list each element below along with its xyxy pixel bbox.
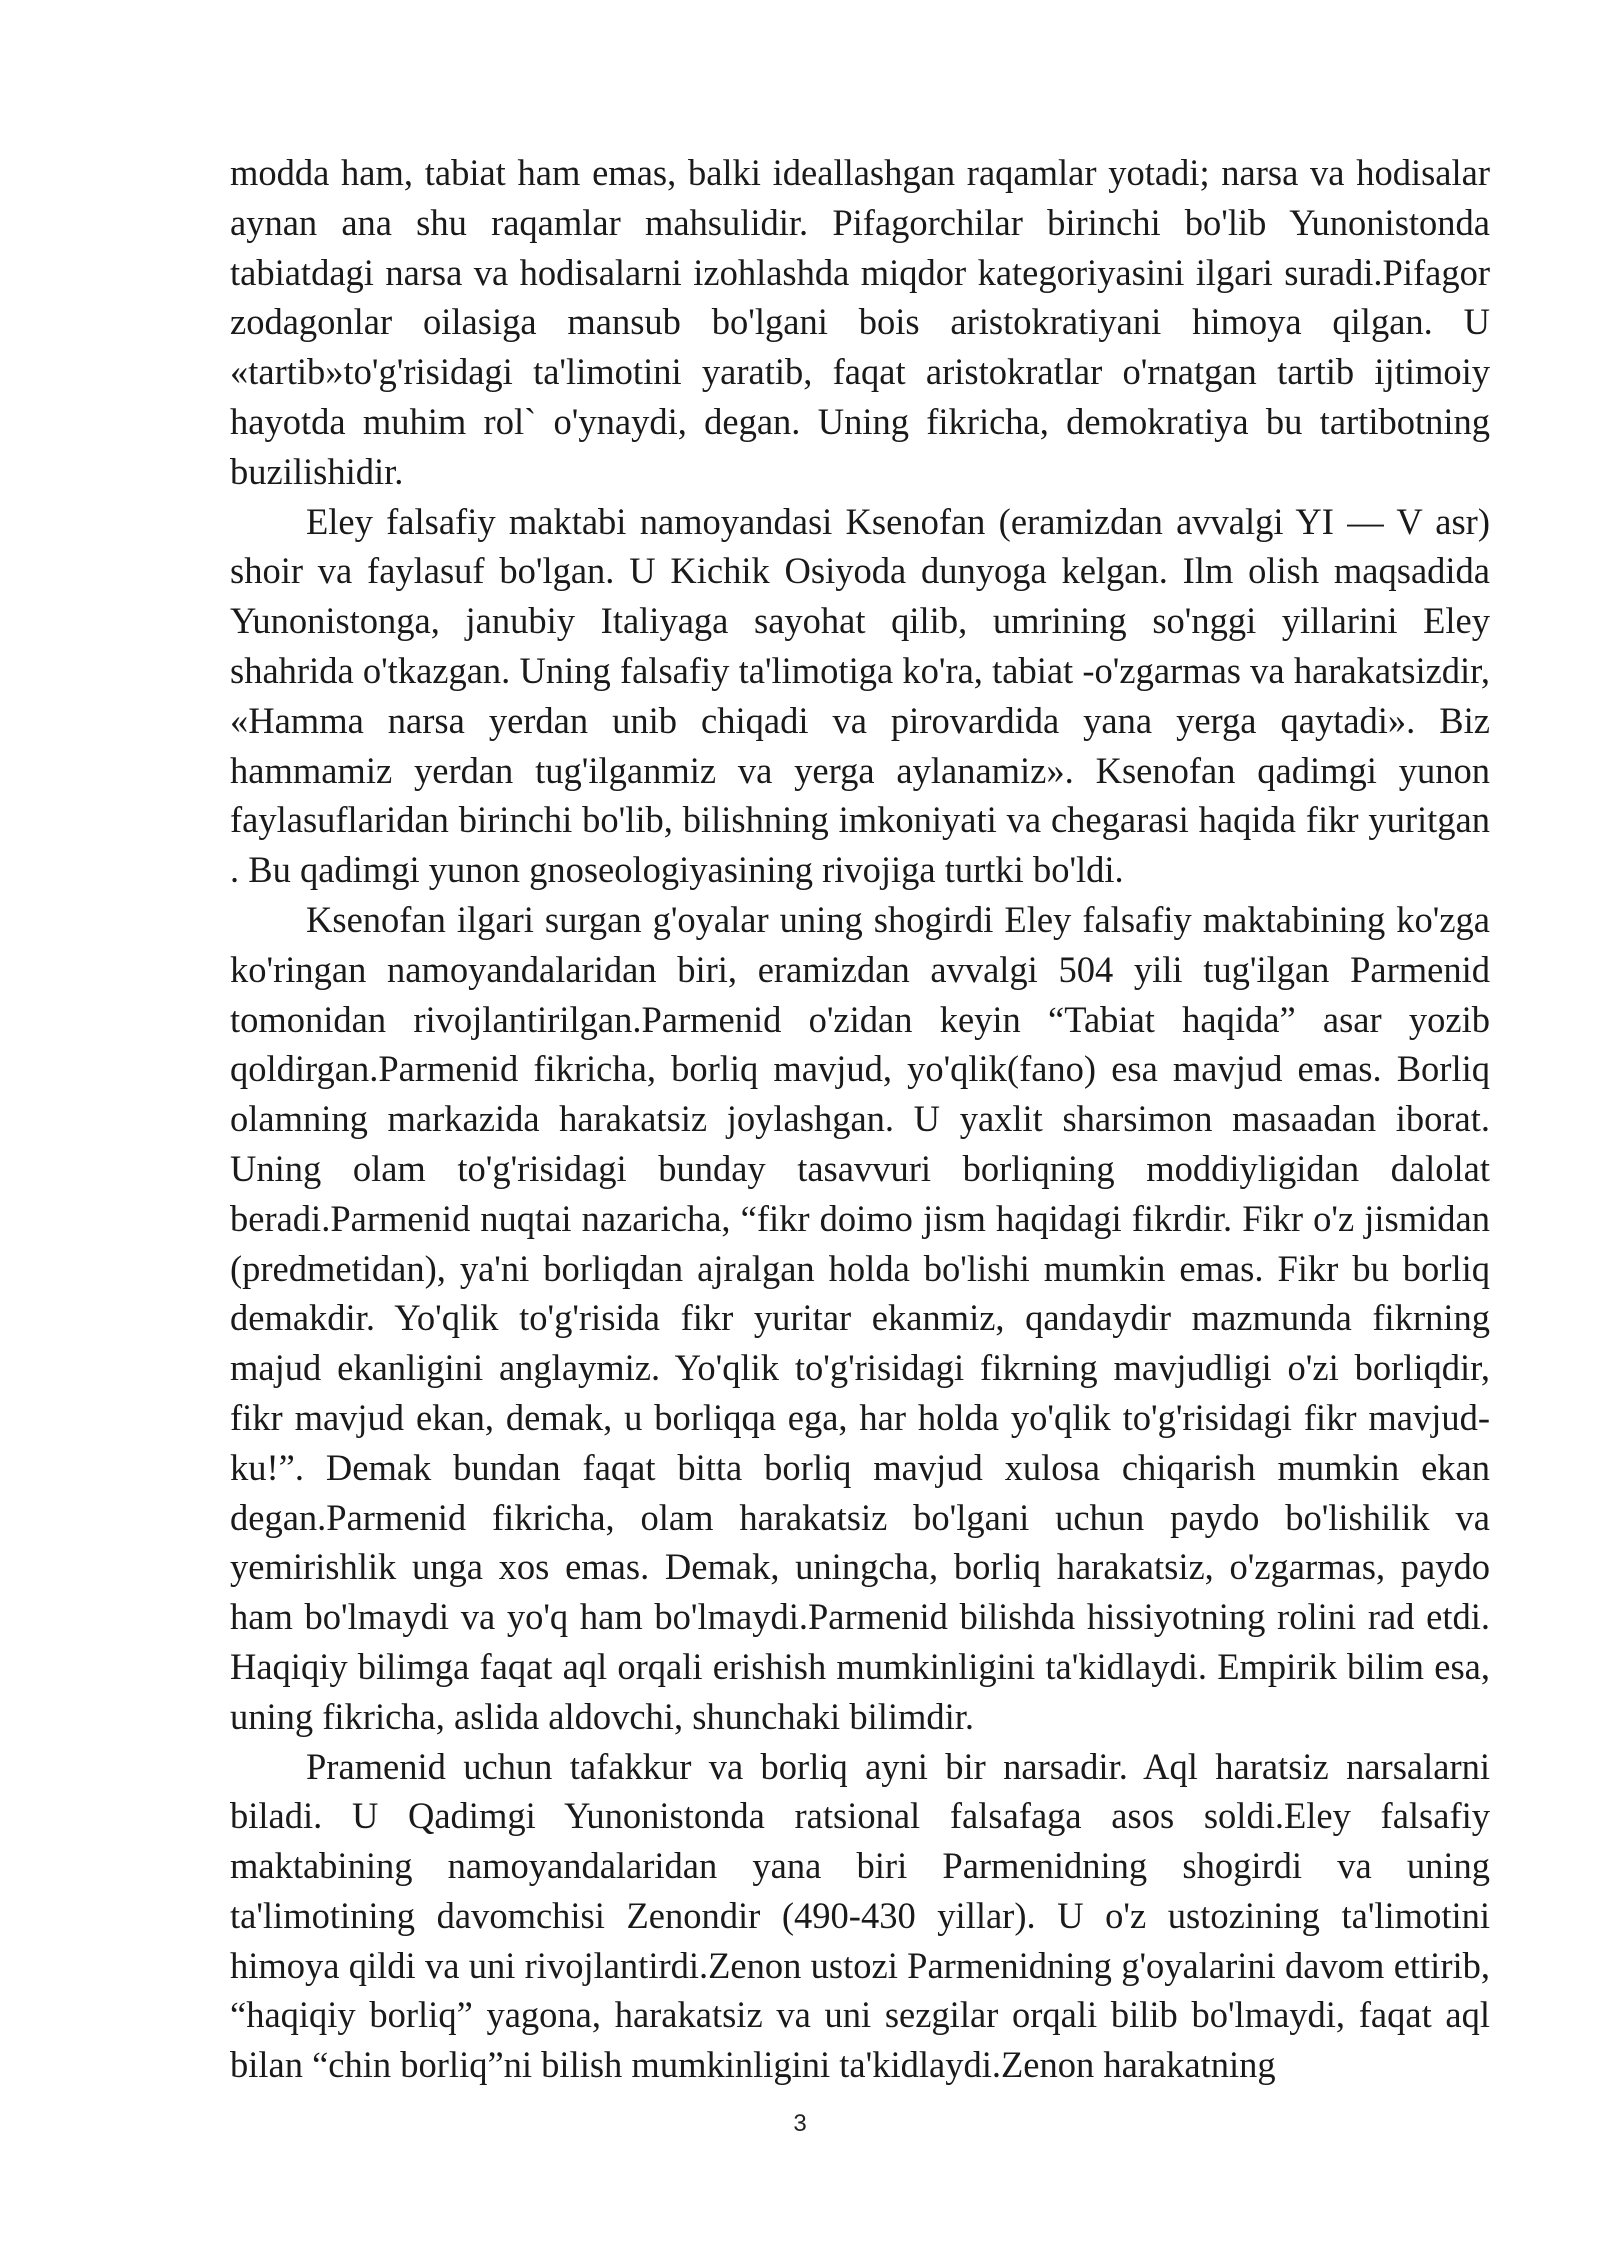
paragraph-2: Eley falsafiy maktabi namoyandasi Ksenofan (eramizdan avvalgi YI — V asr) shoir va faylasuf bo'lgan. U Kichik Osiyoda dunyoga kelgan. Ilm olish maqsadida Yunonistonga, janubiy Italiyaga sayohat qilib, umrining so'nggi yillarini Eley shahrida o'tkazgan. Uning falsafiy ta'limotiga ko'ra, tabiat -o'zgarmas va harakatsizdir, «Hamma narsa yerdan unib chiqadi va pirovardida yana yerga qaytadi». Biz hammamiz yerdan tug'ilganmiz va yerga aylanamiz». Ksenofan qadimgi yunon faylasuflaridan birinchi bo'lib, bilishning imkoniyati va chegarasi haqida fikr yuritgan . Bu qadimgi yunon gnoseologiyasining rivojiga turtki bo'ldi.: [230, 500, 1490, 891]
document-body: [230, 148, 1490, 2090]
paragraph-4: Pramenid uchun tafakkur va borliq ayni bir narsadir. Aql haratsiz narsalarni biladi. U Qadimgi Yunonistonda ratsional falsafaga asos soldi.Eley falsafiy maktabining namoyandalaridan yana biri Parmenidning shogirdi va uning ta'limotining davomchisi Zenondir (490-430 yillar). U o'z ustozining ta'limotini himoya qildi va uni rivojlantirdi.Zenon ustozi Parmenidning g'oyalarini davom ettirib, “haqiqiy borliq” yagona, harakatsiz va uni sezgilar orqali bilib bo'lmaydi, faqat aql bilan “chin borliq”ni bilish mumkinligini ta'kidlaydi.Zenon harakatning: [230, 1745, 1490, 2086]
page-number: 3: [793, 2110, 807, 2137]
paragraph-3: Ksenofan ilgari surgan g'oyalar uning shogirdi Eley falsafiy maktabining ko'zga ko'ringan namoyandalaridan biri, eramizdan avvalgi 504 yili tug'ilgan Parmenid tomonidan rivojlantirilgan.Parmenid o'zidan keyin “Tabiat haqida” asar yozib qoldirgan.Parmenid fikricha, borliq mavjud, yo'qlik(fano) esa mavjud emas. Borliq olamning markazida harakatsiz joylashgan. U yaxlit sharsimon masaadan iborat. Uning olam to'g'risidagi bunday tasavvuri borliqning moddiyligidan dalolat beradi.Parmenid nuqtai nazaricha, “fikr doimo jism haqidagi fikrdir. Fikr o'z jismidan (predmetidan), ya'ni borliqdan ajralgan holda bo'lishi mumkin emas. Fikr bu borliq demakdir. Yo'qlik to'g'risida fikr yuritar ekanmiz, qandaydir mazmunda fikrning majud ekanligini anglaymiz. Yo'qlik to'g'risidagi fikrning mavjudligi o'zi borliqdir, fikr mavjud ekan, demak, u borliqqa ega, har holda yo'qlik to'g'risidagi fikr mavjud-ku!”. Demak bundan faqat bitta borliq mavjud xulosa chiqarish mumkin ekan degan.Parmenid fikricha, olam harakatsiz bo'lgani uchun paydo bo'lishilik va yemirishlik unga xos emas. Demak, uningcha, borliq harakatsiz, o'zgarmas, paydo ham bo'lmaydi va yo'q ham bo'lmaydi.Parmenid bilishda hissiyotning rolini rad etdi. Haqiqiy bilimga faqat aql orqali erishish mumkinligini ta'kidlaydi. Empirik bilim esa, uning fikricha, aslida aldovchi, shunchaki bilimdir.: [230, 898, 1490, 1737]
paragraph-1: modda ham, tabiat ham emas, balki ideallashgan raqamlar yotadi; narsa va hodisalar aynan ana shu raqamlar mahsulidir. Pifagorchilar birinchi bo'lib Yunonistonda tabiatdagi narsa va hodisalarni izohlashda miqdor kategoriyasini ilgari suradi.Pifagor zodagonlar oilasiga mansub bo'lgani bois aristokratiyani himoya qilgan. U «tartib»to'g'risidagi ta'limotini yaratib, faqat aristokratlar o'rnatgan tartib ijtimoiy hayotda muhim rol` o'ynaydi, degan. Uning fikricha, demokratiya bu tartibotning buzilishidir.: [230, 152, 1490, 492]
